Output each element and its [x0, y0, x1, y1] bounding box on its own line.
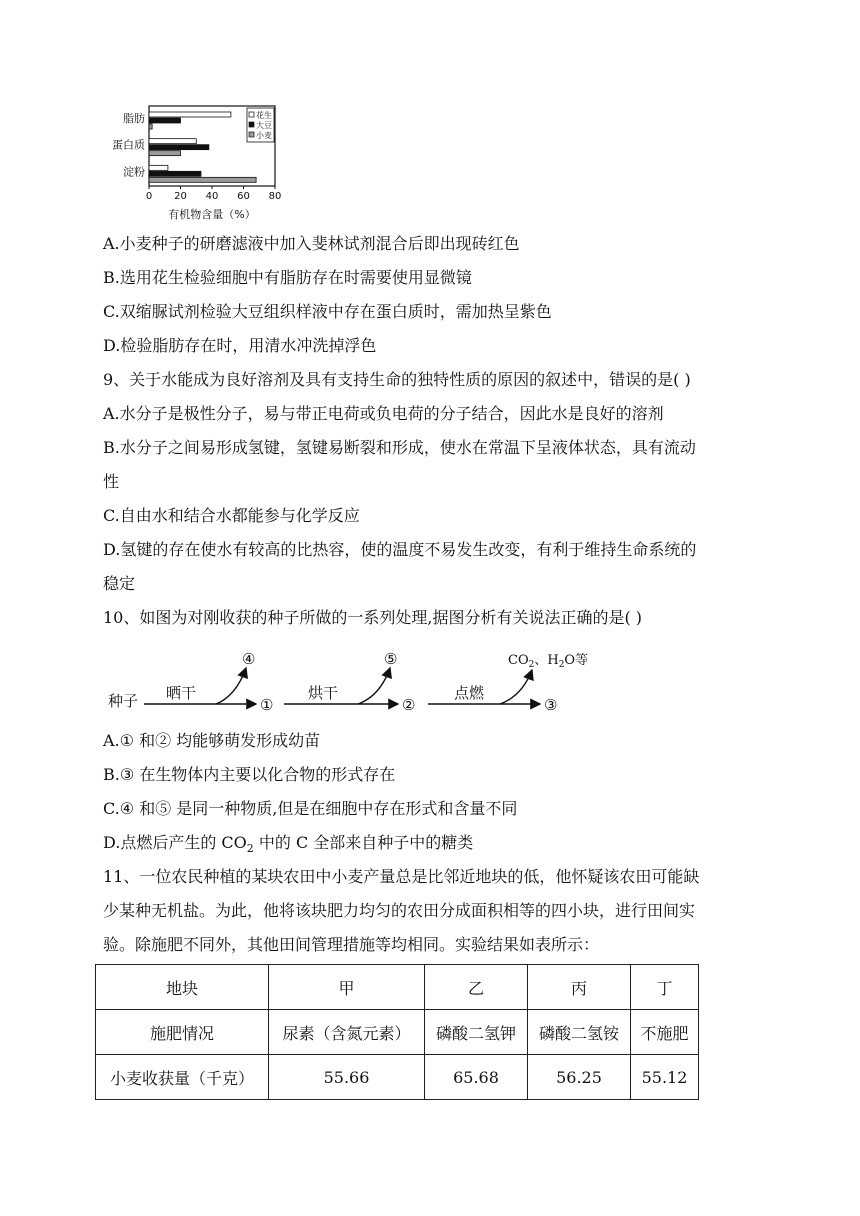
legend-label: 花生: [256, 111, 272, 120]
category-label: 脂肪: [123, 112, 145, 125]
q9-option-d: D.氢键的存在使水有较高的比热容，使的温度不易发生改变，有利于维持生命系统的: [103, 540, 697, 559]
diagram-start: 种子: [108, 692, 139, 710]
q8-option-a: A.小麦种子的研磨滤液中加入斐林试剂混合后即出现砖红色: [103, 234, 520, 253]
q9-option-b-cont: 性: [103, 472, 120, 491]
bar: [149, 118, 181, 123]
legend-label: 大豆: [256, 121, 272, 130]
seed-treatment-diagram: [108, 648, 589, 716]
table-row: [96, 965, 699, 1010]
q9-option-a: A.水分子是极性分子，易与带正电荷或负电荷的分子结合，因此水是良好的溶剂: [103, 404, 664, 423]
table-cell: 不施肥: [631, 1010, 699, 1055]
q10-option-a: A.① 和② 均能够萌发形成幼苗: [103, 731, 321, 750]
table-cell: 乙: [425, 965, 528, 1010]
diagram-res-1: ①: [260, 696, 274, 714]
x-tick-label: 80: [268, 191, 282, 202]
q11-stem-line-3: 验。除施肥不同外，其他田间管理措施等均相同。实验结果如表所示：: [103, 935, 600, 954]
diagram-branch-1: [216, 668, 246, 704]
diagram-out-3: $CO_2$、$H_2O$等: [508, 653, 589, 670]
diagram-out-2: ⑤: [384, 650, 398, 668]
bar: [149, 139, 196, 144]
q10-stem: 10、如图为对刚收获的种子所做的一系列处理,据图分析有关说法正确的是( ): [103, 608, 643, 627]
q10-option-c: C.④ 和⑤ 是同一种物质,但是在细胞中存在形式和含量不同: [103, 799, 518, 818]
bar: [149, 112, 231, 117]
table-cell: 小麦收获量（千克）: [96, 1055, 269, 1100]
diagram-branch-2: [358, 668, 390, 704]
legend-label: 小麦: [256, 131, 272, 140]
x-tick-label: 60: [237, 191, 250, 202]
diagram-res-3: ③: [544, 696, 558, 714]
diagram-step-3: 点燃: [454, 684, 485, 702]
organic-content-bar-chart: [103, 102, 303, 224]
q8-option-d: D.检验脂肪存在时，用清水冲洗掉浮色: [103, 336, 377, 355]
x-tick-label: 20: [174, 191, 187, 202]
diagram-step-2: 烘干: [308, 684, 339, 702]
fertilizer-yield-table: [95, 964, 699, 1100]
q11-stem-line-2: 少某种无机盐。为此，他将该块肥力均匀的农田分成面积相等的四小块，进行田间实: [103, 901, 696, 920]
bar: [149, 145, 209, 150]
table-cell: 55.12: [631, 1055, 699, 1100]
table-cell: 65.68: [425, 1055, 528, 1100]
q8-option-b: B.选用花生检验细胞中有脂肪存在时需要使用显微镜: [103, 268, 472, 287]
table-cell: 磷酸二氢铵: [528, 1010, 631, 1055]
table-cell: 55.66: [269, 1055, 425, 1100]
x-tick-label: 0: [145, 191, 153, 202]
q9-option-d-cont: 稳定: [103, 574, 136, 593]
table-row: [96, 1055, 699, 1100]
table-cell: 磷酸二氢钾: [425, 1010, 528, 1055]
table-cell: 56.25: [528, 1055, 631, 1100]
diagram-res-2: ②: [402, 696, 416, 714]
q8-option-c: C.双缩脲试剂检验大豆组织样液中存在蛋白质时，需加热呈紫色: [103, 302, 552, 321]
diagram-step-1: 晒干: [166, 684, 197, 702]
bar: [149, 165, 168, 170]
table-cell: 丁: [631, 965, 699, 1010]
category-label: 蛋白质: [112, 138, 145, 152]
bar: [149, 171, 201, 176]
diagram-out-1: ④: [242, 650, 256, 668]
legend-swatch: [249, 122, 254, 127]
bar: [149, 124, 152, 129]
bar: [149, 151, 181, 156]
q10-option-d: D.点燃后产生的 $CO_2$ 中的 C 全部来自种子中的糖类: [103, 833, 474, 856]
table-cell: 甲: [269, 965, 425, 1010]
table-cell: 丙: [528, 965, 631, 1010]
table-cell: 地块: [96, 965, 269, 1010]
legend-swatch: [249, 132, 254, 137]
x-tick-label: 40: [205, 191, 219, 202]
q11-stem-line-1: 11、一位农民种植的某块农田中小麦产量总是比邻近地块的低，他怀疑该农田可能缺: [103, 867, 700, 886]
diagram-branch-3: [500, 670, 532, 704]
category-label: 淀粉: [123, 165, 145, 179]
q9-option-b: B.水分子之间易形成氢键，氢键易断裂和形成，使水在常温下呈液体状态，具有流动: [103, 438, 696, 457]
x-axis-label: 有机物含量（%）: [168, 208, 256, 221]
q9-stem: 9、关于水能成为良好溶剂及具有支持生命的独特性质的原因的叙述中，错误的是( ): [103, 370, 691, 389]
table-cell: 施肥情况: [96, 1010, 269, 1055]
bar: [149, 177, 256, 182]
table-cell: 尿素（含氮元素）: [269, 1010, 425, 1055]
q10-option-b: B.③ 在生物体内主要以化合物的形式存在: [103, 765, 396, 784]
q9-option-c: C.自由水和结合水都能参与化学反应: [103, 506, 360, 525]
table-row: [96, 1010, 699, 1055]
legend-swatch: [249, 112, 254, 117]
